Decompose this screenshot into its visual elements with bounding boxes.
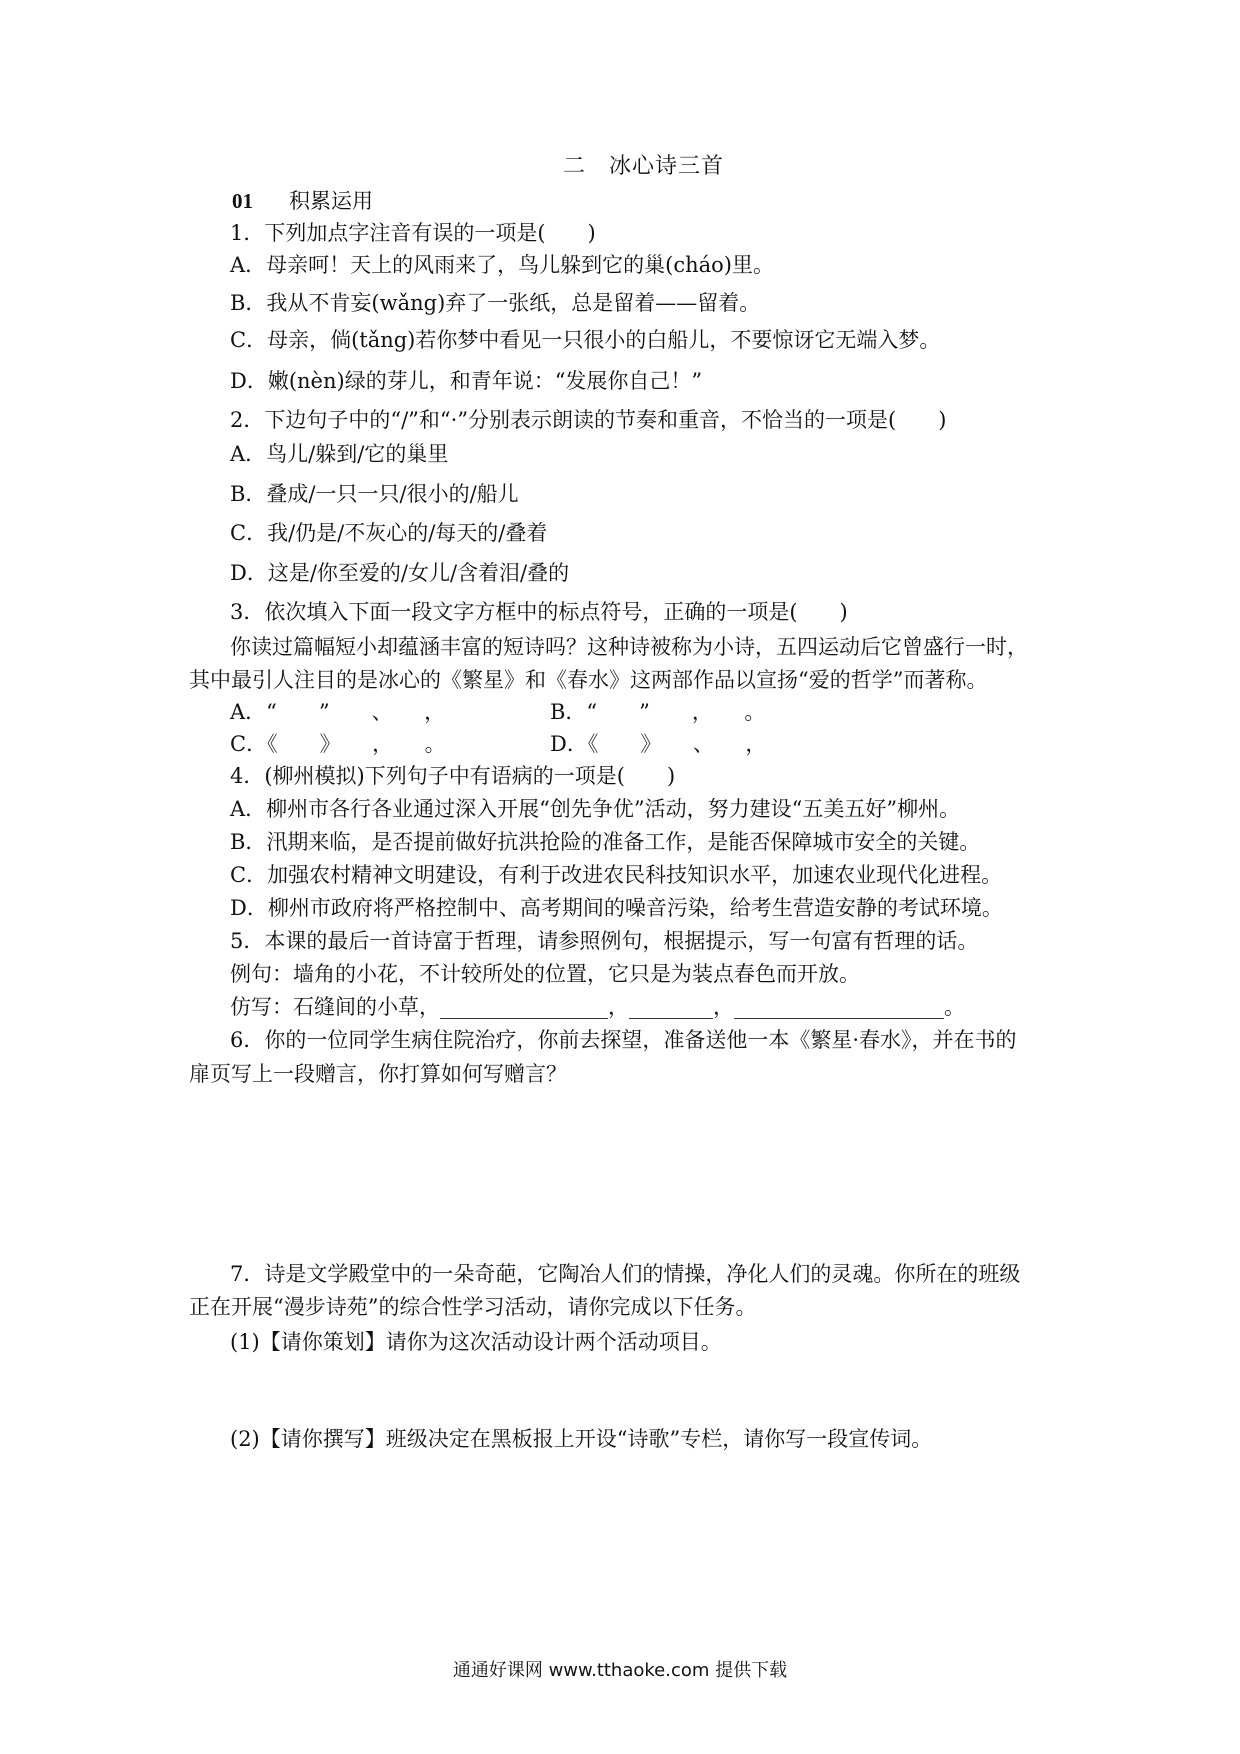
question-4-option-a: A．柳州市各行各业通过深入开展“创先争优”活动，努力建设“五美五好”柳州。 <box>230 797 961 821</box>
question-6-line-2: 扉页写上一段赠言，你打算如何写赠言？ <box>189 1062 567 1086</box>
question-3-stem: 3．依次填入下面一段文字方框中的标点符号，正确的一项是( ) <box>230 600 848 624</box>
section-heading <box>232 186 373 216</box>
question-7-task-2: (2)【请你撰写】班级决定在黑板报上开设“诗歌”专栏，请你写一段宣传词。 <box>230 1427 933 1451</box>
question-1-option-a: A．母亲呵！天上的风雨来了，鸟儿躲到它的巢(cháo)里。 <box>230 253 774 277</box>
question-5-stem: 5．本课的最后一首诗富于哲理，请参照例句，根据提示，写一句富有哲理的话。 <box>230 929 979 953</box>
question-1-option-d: D．嫩(nèn)绿的芽儿，和青年说：“发展你自己！” <box>230 369 703 393</box>
question-3-passage-line-2: 其中最引人注目的是冰心的《繁星》和《春水》这两部作品以宣扬“爱的哲学”而著称。 <box>189 668 988 692</box>
question-3-options-ab <box>230 697 765 727</box>
question-5-example: 例句：墙角的小花，不计较所处的位置，它只是为装点春色而开放。 <box>230 962 860 986</box>
question-3-option-c: C．《 》 ， 。 <box>230 732 446 756</box>
question-4-stem: 4．(柳州模拟)下列句子中有语病的一项是( ) <box>230 764 676 788</box>
question-2-stem: 2．下边句子中的“/”和“·”分别表示朗读的节奏和重音，不恰当的一项是( ) <box>230 408 947 432</box>
question-7-task-1: (1)【请你策划】请你为这次活动设计两个活动项目。 <box>230 1330 722 1354</box>
question-1-option-b: B．我从不肯妄(wǎng)弃了一张纸，总是留着——留着。 <box>230 291 761 315</box>
section-number: 01 <box>232 189 253 213</box>
question-2-option-a: A．鸟儿/躲到/它的巢里 <box>230 442 449 466</box>
question-2-option-c: C．我/仍是/不灰心的/每天的/叠着 <box>230 521 548 545</box>
section-label: 积累运用 <box>289 189 373 213</box>
question-3-option-a: A．“ ” 、 ， <box>230 700 446 724</box>
question-7-line-1: 7．诗是文学殿堂中的一朵奇葩，它陶冶人们的情操，净化人们的灵魂。你所在的班级 <box>230 1262 1021 1286</box>
question-4-option-b: B．汛期来临，是否提前做好抗洪抢险的准备工作，是能否保障城市安全的关键。 <box>230 830 981 854</box>
page-footer: 通通好课网 www.tthaoke.com 提供下载 <box>452 1660 788 1681</box>
question-2-option-d: D．这是/你至爱的/女儿/含着泪/叠的 <box>230 561 570 585</box>
page-title: 二 冰心诗三首 <box>563 154 725 179</box>
question-4-option-c: C．加强农村精神文明建设，有利于改进农民科技知识水平，加速农业现代化进程。 <box>230 863 1003 887</box>
question-3-option-d: D．《 》 、 ， <box>550 732 767 756</box>
question-3-passage-line-1: 你读过篇幅短小却蕴涵丰富的短诗吗？这种诗被称为小诗，五四运动后它曾盛行一时， <box>230 635 1028 659</box>
question-7-line-2: 正在开展“漫步诗苑”的综合性学习活动，请你完成以下任务。 <box>189 1295 757 1319</box>
question-1-stem: 1．下列加点字注音有误的一项是( ) <box>230 221 596 245</box>
question-5-imitation: 仿写：石缝间的小草，________________，________，____________________。 <box>230 995 965 1019</box>
question-3-options-cd <box>230 729 766 759</box>
question-1-option-c: C．母亲，倘(tǎng)若你梦中看见一只很小的白船儿，不要惊讶它无端入梦。 <box>230 328 941 352</box>
question-6-line-1: 6．你的一位同学生病住院治疗，你前去探望，准备送他一本《繁星·春水》，并在书的 <box>230 1028 1017 1052</box>
question-3-option-b: B．“ ” ， 。 <box>550 700 766 724</box>
question-2-option-b: B．叠成/一只一只/很小的/船儿 <box>230 482 519 506</box>
question-4-option-d: D．柳州市政府将严格控制中、高考期间的噪音污染，给考生营造安静的考试环境。 <box>230 896 1003 920</box>
